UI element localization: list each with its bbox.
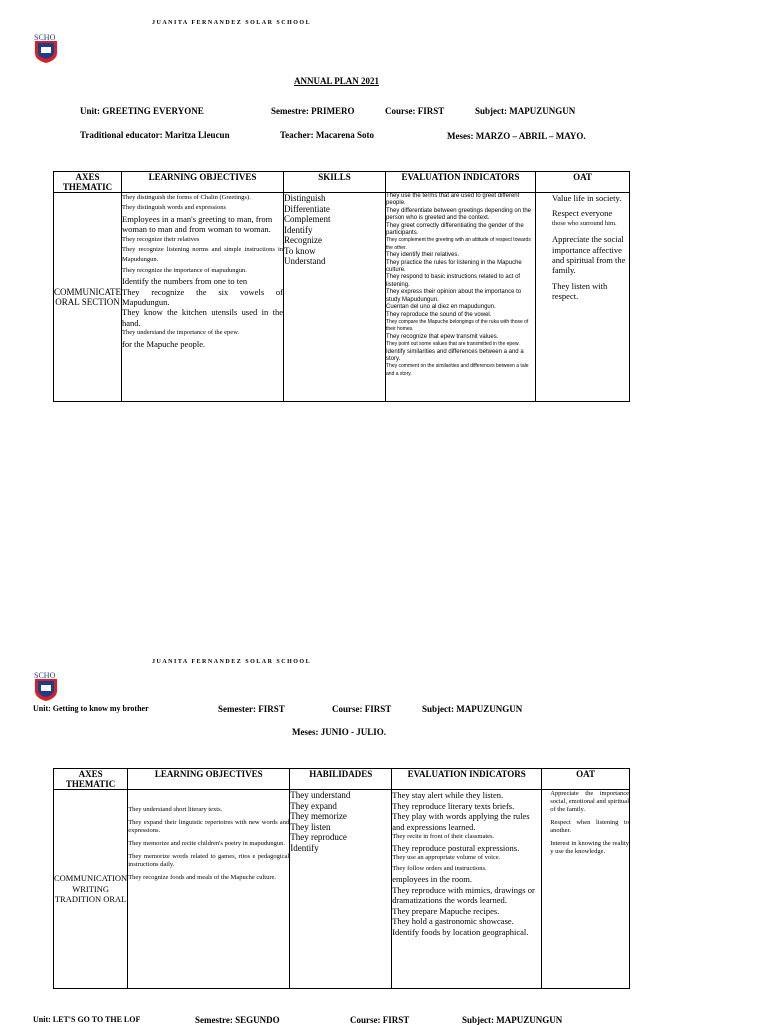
oat-item: Interest in knowing the reality y use the knowledge.	[550, 840, 629, 855]
objective-item: They recognize their relatives	[122, 235, 200, 243]
objective-item: They recognize the six vowels of Mapudungun.	[122, 286, 284, 308]
indicator-item: They reproduce literary texts briefs.	[392, 800, 515, 811]
table-row	[54, 790, 630, 989]
indicator-item: They recognize that epew transmit values.	[386, 333, 499, 340]
objective-item: They know the kitchen utensils used in the hand.	[122, 307, 284, 328]
header-skills: SKILLS	[284, 172, 386, 193]
indicator-item: They greet correctly differentiating the gender of the participants.	[386, 222, 524, 237]
indicator-item: They reproduce the sound of the vowel.	[386, 311, 492, 318]
indicator-item: They point out some values that are transmitted in the epew.	[386, 341, 520, 348]
table-row	[54, 193, 630, 402]
teacher-label: Teacher: Macarena Soto	[280, 130, 374, 140]
indicators-cell	[386, 193, 536, 402]
unit-label: Unit: LET'S GO TO THE LOF	[33, 1015, 141, 1024]
subject-label: Subject: MAPUZUNGUN	[462, 1015, 563, 1025]
school-logo	[34, 33, 58, 68]
indicator-item: They hold a gastronomic showcase.	[392, 916, 514, 926]
skill-item: They expand	[290, 800, 337, 811]
objective-item: for the Mapuche people.	[122, 338, 206, 349]
table-header-row	[54, 769, 630, 790]
annual-plan-table	[53, 171, 630, 402]
indicator-item: They complement the greeting with an attitude of respect towards the other.	[386, 237, 531, 251]
indicator-item: They practice the rules for listening in the Mapuche culture.	[386, 259, 522, 274]
skill-item: They listen	[290, 821, 331, 832]
course-label: Course: FIRST	[385, 106, 445, 116]
indicator-item: Cuentan del uno al diez en mapudungun.	[386, 304, 496, 311]
table-header-row	[54, 172, 630, 193]
indicators-cell	[392, 790, 542, 989]
oat-item: Appreciate the social importance affective and spiritual from the family.	[552, 234, 626, 276]
oat-cell	[542, 790, 630, 989]
oat-item: Respect when listening to another.	[550, 819, 629, 834]
axis-cell: COMMUNICATION WRITING TRADITION ORAL	[54, 790, 128, 989]
objective-item: They understand short literary texts.	[128, 806, 223, 813]
objective-item: They expand their linguistic repertoires with new words and expressions.	[128, 819, 290, 834]
oat-item: those who surround him.	[552, 219, 617, 227]
subject-label: Subject: MAPUZUNGUN	[475, 106, 576, 116]
axis-cell: COMMUNICATE ORAL SECTION	[54, 193, 122, 402]
skill-item: They memorize	[290, 811, 347, 821]
skills-cell	[284, 193, 386, 402]
unit-label: Unit: Getting to know my brother	[33, 704, 149, 713]
header-oat: OAT	[542, 769, 630, 790]
header-oat: OAT	[536, 172, 630, 193]
months-label: Meses: MARZO – ABRIL – MAYO.	[447, 131, 586, 141]
skill-item: To know	[284, 245, 316, 256]
indicator-item: They recite in front of their classmates.	[392, 833, 495, 840]
skill-item: They understand	[290, 790, 351, 800]
indicator-item: Identify foods by location geographical.	[392, 926, 529, 937]
skill-item: They reproduce	[290, 832, 347, 842]
semester-label: Semestre: SEGUNDO	[195, 1015, 280, 1025]
indicator-item: They respond to basic instructions related to act of listening.	[386, 274, 521, 288]
skills-cell	[290, 790, 392, 989]
oat-item: Respect everyone	[552, 208, 613, 219]
indicator-item: Identify similarities and differences between a and a story.	[386, 348, 524, 362]
indicator-item: They play with words applying the rules and expressions learned.	[392, 811, 530, 832]
indicator-item: They prepare Mapuche recipes.	[392, 905, 500, 916]
school-name: JUANITA FERNANDEZ SOLAR SCHOOL	[152, 659, 312, 665]
indicator-item: They identify their relatives.	[386, 252, 460, 259]
skill-item: Complement	[284, 214, 331, 224]
oat-item: Appreciate the importance social, emotional and spiritual of the family.	[550, 790, 629, 813]
course-label: Course: FIRST	[350, 1015, 410, 1025]
skill-item: Identify	[284, 224, 313, 235]
header-skills: HABILIDADES	[290, 769, 392, 790]
indicator-item: They stay alert while they listen.	[392, 790, 504, 800]
oat-item: Value life in society.	[552, 193, 622, 203]
objective-item: They memorize words related to games, ritos e pedagogical instructions daily.	[128, 853, 290, 868]
objective-item: They recognize the importance of mapudungun.	[122, 266, 247, 274]
indicator-item: They reproduce postural expressions.	[392, 842, 520, 853]
svg-text:SCHO: SCHO	[34, 671, 56, 680]
indicator-item: They follow orders and instructions.	[392, 864, 487, 872]
traditional-educator-label: Traditional educator: Maritza Lleucun	[80, 130, 230, 140]
oat-item: They listen with respect.	[552, 280, 608, 302]
skill-item: Identify	[290, 842, 319, 853]
months-label: Meses: JUNIO - JULIO.	[292, 727, 386, 737]
objective-item: They distinguish the forms of Chalin (Greetings).	[122, 194, 251, 201]
semester-label: Semester: FIRST	[218, 704, 285, 714]
svg-text:SCHO: SCHO	[34, 33, 56, 42]
objective-item: They understand the importance of the epew.	[122, 329, 240, 337]
indicator-item: They use an appropriate volume of voice.	[392, 854, 501, 861]
objective-item: Employees in a man's greeting to man, from woman to man and from woman to woman.	[122, 213, 273, 235]
skill-item: Distinguish	[284, 193, 326, 203]
header-objectives: LEARNING OBJECTIVES	[128, 769, 290, 790]
annual-plan-table-2	[53, 768, 630, 989]
semester-label: Semestre: PRIMERO	[271, 106, 355, 116]
objective-item: They memorize and recite children's poetry in mapudungun.	[128, 840, 285, 847]
skill-item: Recognize	[284, 235, 322, 245]
header-indicators: EVALUATION INDICATORS	[386, 172, 536, 193]
skill-item: Differentiate	[284, 203, 330, 214]
header-axes: AXES THEMATIC	[54, 769, 128, 790]
indicator-item: They reproduce with mimics, drawings or dramatizations the words learned.	[392, 884, 535, 905]
school-name: JUANITA FERNANDEZ SOLAR SCHOOL	[152, 20, 312, 26]
objective-item: They recognize listening norms and simple instructions in Mapudungun.	[122, 246, 284, 264]
header-indicators: EVALUATION INDICATORS	[392, 769, 542, 790]
header-objectives: LEARNING OBJECTIVES	[122, 172, 284, 193]
skill-item: Understand	[284, 256, 326, 266]
objective-item: They recognize foods and meals of the Mapuche culture.	[128, 874, 277, 881]
school-logo	[34, 671, 58, 706]
objectives-cell	[128, 790, 290, 989]
indicator-item: They express their opinion about the importance to study Mapudungun.	[386, 289, 522, 303]
objective-item: They distinguish words and expressions	[122, 204, 227, 212]
indicator-item: They differentiate between greetings depending on the person who is greeted and the context.	[386, 207, 532, 222]
indicator-item: They use the terms that are used to greet different people.	[386, 193, 520, 207]
subject-label: Subject: MAPUZUNGUN	[422, 704, 523, 714]
indicator-item: They compare the Mapuche belongings of the ruka with those of their homes.	[386, 318, 529, 333]
plan-title: ANNUAL PLAN 2021	[294, 76, 380, 86]
course-label: Course: FIRST	[332, 704, 392, 714]
indicator-item: They comment on the similarities and differences between a tale and a story.	[386, 363, 529, 377]
objective-item: Identify the numbers from one to ten	[122, 276, 248, 287]
oat-cell	[536, 193, 630, 402]
unit-label: Unit: GREETING EVERYONE	[80, 106, 204, 116]
objectives-cell	[122, 193, 284, 402]
indicator-item: employees in the room.	[392, 874, 472, 884]
header-axes: AXES THEMATIC	[54, 172, 122, 193]
